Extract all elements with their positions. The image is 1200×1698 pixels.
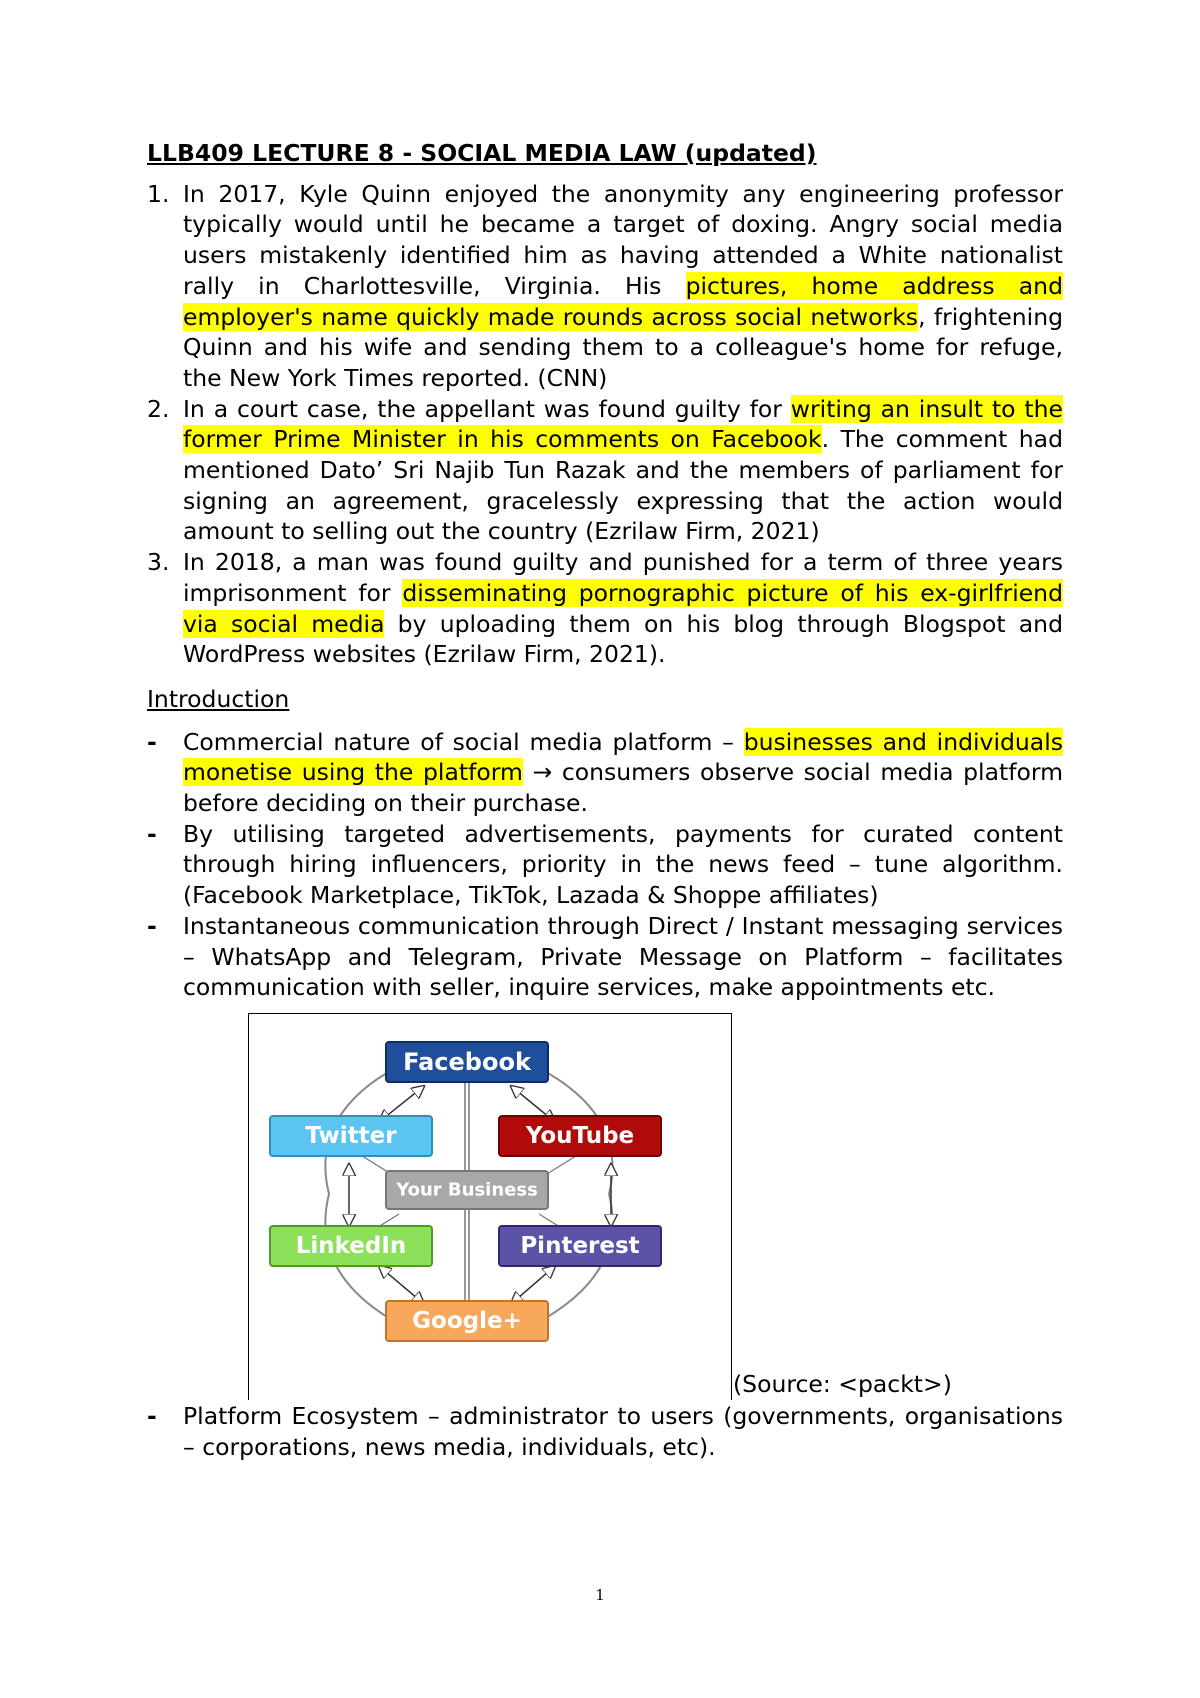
your-business-node: [386, 1171, 548, 1209]
bullet-text: Commercial nature of social media platform –: [183, 727, 744, 756]
ecosystem-bullet-list: [147, 1401, 1063, 1462]
section-heading-introduction: Introduction: [147, 684, 290, 713]
intro-bullet-list: [147, 727, 1063, 1003]
arrow-linkedin-google: [379, 1266, 424, 1304]
highlighted-text: pictures, home address and employer's name quickly made rounds across social networks: [183, 271, 1063, 331]
bullet-text: By utilising targeted advertisements, payments for curated content through hiring influencers, priority in the news feed – tune algorithm. (Facebook Marketplace, TikTok, Lazada & Shoppe affiliates): [183, 819, 1063, 910]
pinterest-node: [499, 1226, 661, 1266]
google-plus-node: [386, 1301, 548, 1341]
case-text: by uploading them on his blog through Blogspot and WordPress websites (Ezrilaw Firm, 2021).: [183, 609, 1063, 669]
case-text: In 2018, a man was found guilty and punished for a term of three years imprisonment for: [183, 548, 1063, 607]
pinterest-node-label: Pinterest: [520, 1232, 640, 1259]
case-item: [147, 394, 1063, 548]
case-text: , frightening Quinn and his wife and sending them to a colleague's home for refuge, the New York Times reported. (CNN): [183, 302, 1064, 392]
youtube-node: [499, 1116, 661, 1156]
your-business-node-label: Your Business: [396, 1179, 538, 1201]
facebook-node-label: Facebook: [403, 1047, 531, 1076]
linkedin-node-label: LinkedIn: [295, 1232, 407, 1259]
linkedin-node: [270, 1226, 432, 1266]
case-number: 1.: [147, 179, 170, 208]
case-text: . The comment had mentioned Dato’ Sri Najib Tun Razak and the members of parliament for signing an agreement, gracelessly expressing that the action would amount to selling out the country (Ezrilaw Firm, 2021): [183, 425, 1063, 546]
figure-source-caption: (Source: <packt>): [733, 1369, 952, 1398]
document-title: LLB409 LECTURE 8 - SOCIAL MEDIA LAW (updated): [147, 139, 817, 167]
case-text: In a court case, the appellant was found guilty for: [183, 394, 791, 423]
bullet-text: Instantaneous communication through Direct / Instant messaging services – WhatsApp and Telegram, Private Message on Platform – facilitates communication with seller, inquire services, make appointments etc.: [183, 911, 1063, 1002]
bullet-item: [147, 911, 1063, 1003]
bullet-text: → consumers observe social media platform before deciding on their purchase.: [183, 758, 1063, 818]
figure-row: [147, 1013, 1063, 1401]
case-list: [147, 179, 1063, 670]
case-number: 2.: [147, 394, 170, 423]
social-media-diagram: [249, 1014, 731, 1400]
facebook-node: [386, 1042, 548, 1082]
case-number: 3.: [147, 548, 170, 577]
highlighted-text: disseminating pornographic picture of his ex-girlfriend via social media: [183, 578, 1063, 638]
bullet-item: [147, 819, 1063, 911]
twitter-node-label: Twitter: [305, 1122, 397, 1149]
document-page: [147, 138, 1063, 1462]
bullet-text: Platform Ecosystem – administrator to users (governments, organisations – corporations, news media, individuals, etc).: [183, 1401, 1063, 1461]
youtube-node-label: YouTube: [525, 1122, 635, 1149]
bullet-dash: -: [147, 1401, 157, 1430]
social-media-diagram-frame: [248, 1013, 732, 1400]
highlighted-text: businesses and individuals monetise using the platform: [183, 727, 1063, 787]
case-item: [147, 547, 1063, 670]
google-plus-node-label: Google+: [412, 1307, 522, 1334]
case-text: In 2017, Kyle Quinn enjoyed the anonymity any engineering professor typically would until he became a target of doxing. Angry social media users mistakenly identified him as having attended a White nationalist rally in Charlottesville, Virginia. His: [183, 179, 1063, 300]
page-number: 1: [595, 1586, 605, 1604]
highlighted-text: writing an insult to the former Prime Minister in his comments on Facebook: [183, 394, 1063, 454]
bullet-item: [147, 1401, 1063, 1462]
bullet-dash: -: [147, 911, 157, 940]
arrow-pinterest-google: [511, 1266, 555, 1304]
bullet-dash: -: [147, 819, 157, 848]
case-item: [147, 179, 1063, 394]
bullet-dash: -: [147, 727, 157, 756]
bullet-item: [147, 727, 1063, 819]
twitter-node: [270, 1116, 432, 1156]
